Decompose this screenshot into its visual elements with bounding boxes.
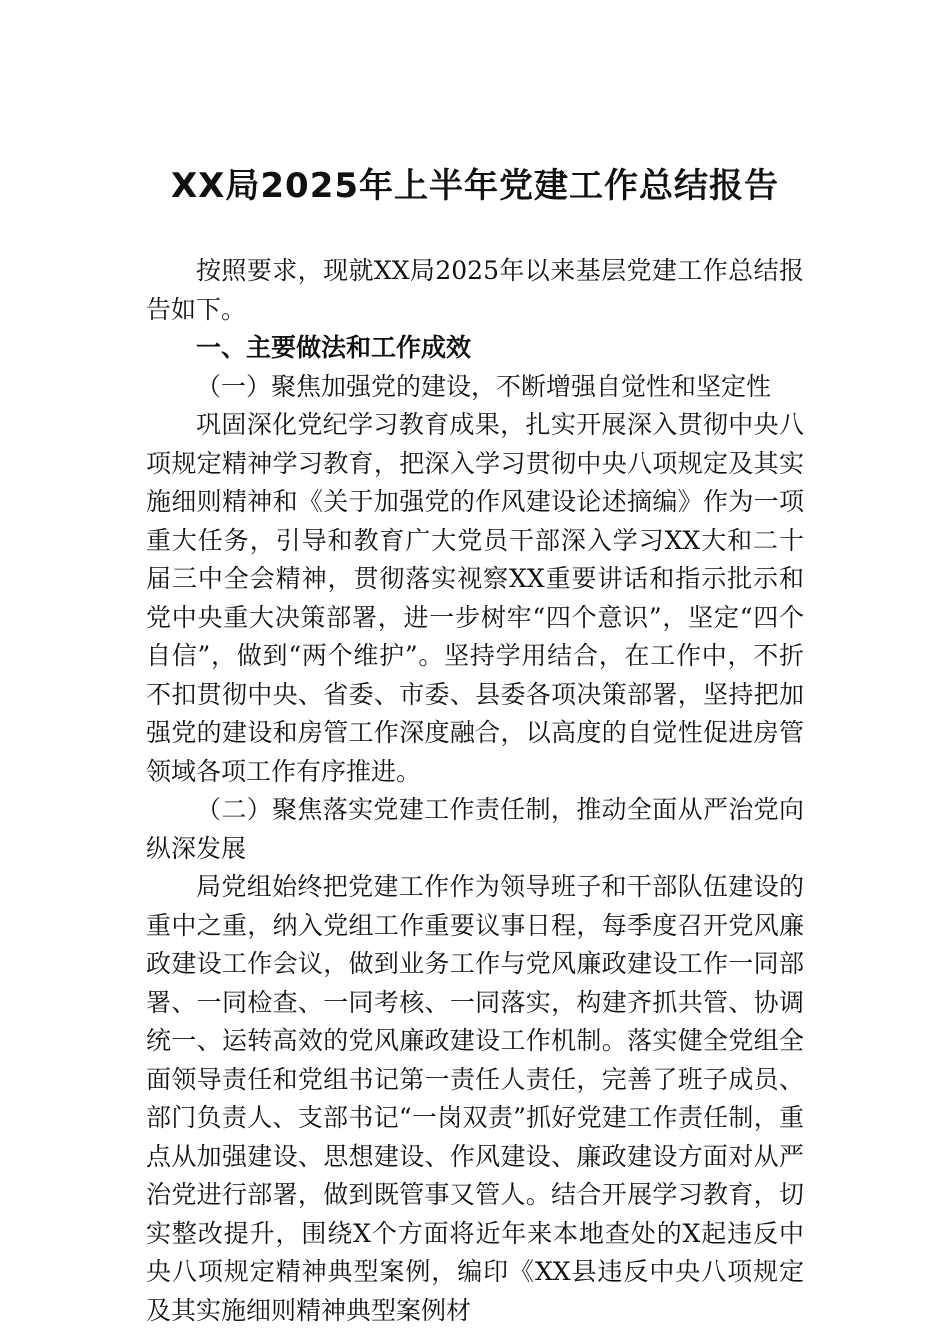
document-title: XX局2025年上半年党建工作总结报告 <box>170 166 780 206</box>
subsection-1-heading: （一）聚焦加强党的建设，不断增强自觉性和坚定性 <box>196 371 772 401</box>
subsection-2-paragraph: 局党组始终把党建工作作为领导班子和干部队伍建设的重中之重，纳入党组工作重要议事日程，每季度召开党风廉政建设工作会议，做到业务工作与党风廉政建设工作一同部署、一同检查、一同考核、一同落实，构建齐抓共管、协调统一、运转高效的党风廉政建设工作机制。落实健全党组全面领导责任和党组书记第一责任人责任，完善了班子成员、部门负责人、支部书记“一岗双责”抓好党建工作责任制，重点从加强建设、思想建设、作风建设、廉政建设方面对从严治党进行部署，做到既管事又管人。结合开展学习教育，切实整改提升，围绕X个方面将近年来本地查处的X起违反中央八项规定精神典型案例，编印《XX县违反中央八项规定及其实施细则精神典型案例材 <box>146 872 804 1325</box>
intro-paragraph: 按照要求，现就XX局2025年以来基层党建工作总结报告如下。 <box>146 256 804 324</box>
subsection-2-heading: （二）聚焦落实党建工作责任制，推动全面从严治党向纵深发展 <box>146 795 804 863</box>
document-body <box>146 252 804 1330</box>
section-1-heading: 一、主要做法和工作成效 <box>196 333 472 362</box>
subsection-1-paragraph: 巩固深化党纪学习教育成果，扎实开展深入贯彻中央八项规定精神学习教育，把深入学习贯彻中央八项规定及其实施细则精神和《关于加强党的作风建设论述摘编》作为一项重大任务，引导和教育广大党员干部深入学习XX大和二十届三中全会精神，贯彻落实视察XX重要讲话和指示批示和党中央重大决策部署，进一步树牢“四个意识”，坚定“四个自信”，做到“两个维护”。坚持学用结合，在工作中，不折不扣贯彻中央、省委、市委、县委各项决策部署，坚持把加强党的建设和房管工作深度融合，以高度的自觉性促进房管领域各项工作有序推进。 <box>146 410 804 786</box>
